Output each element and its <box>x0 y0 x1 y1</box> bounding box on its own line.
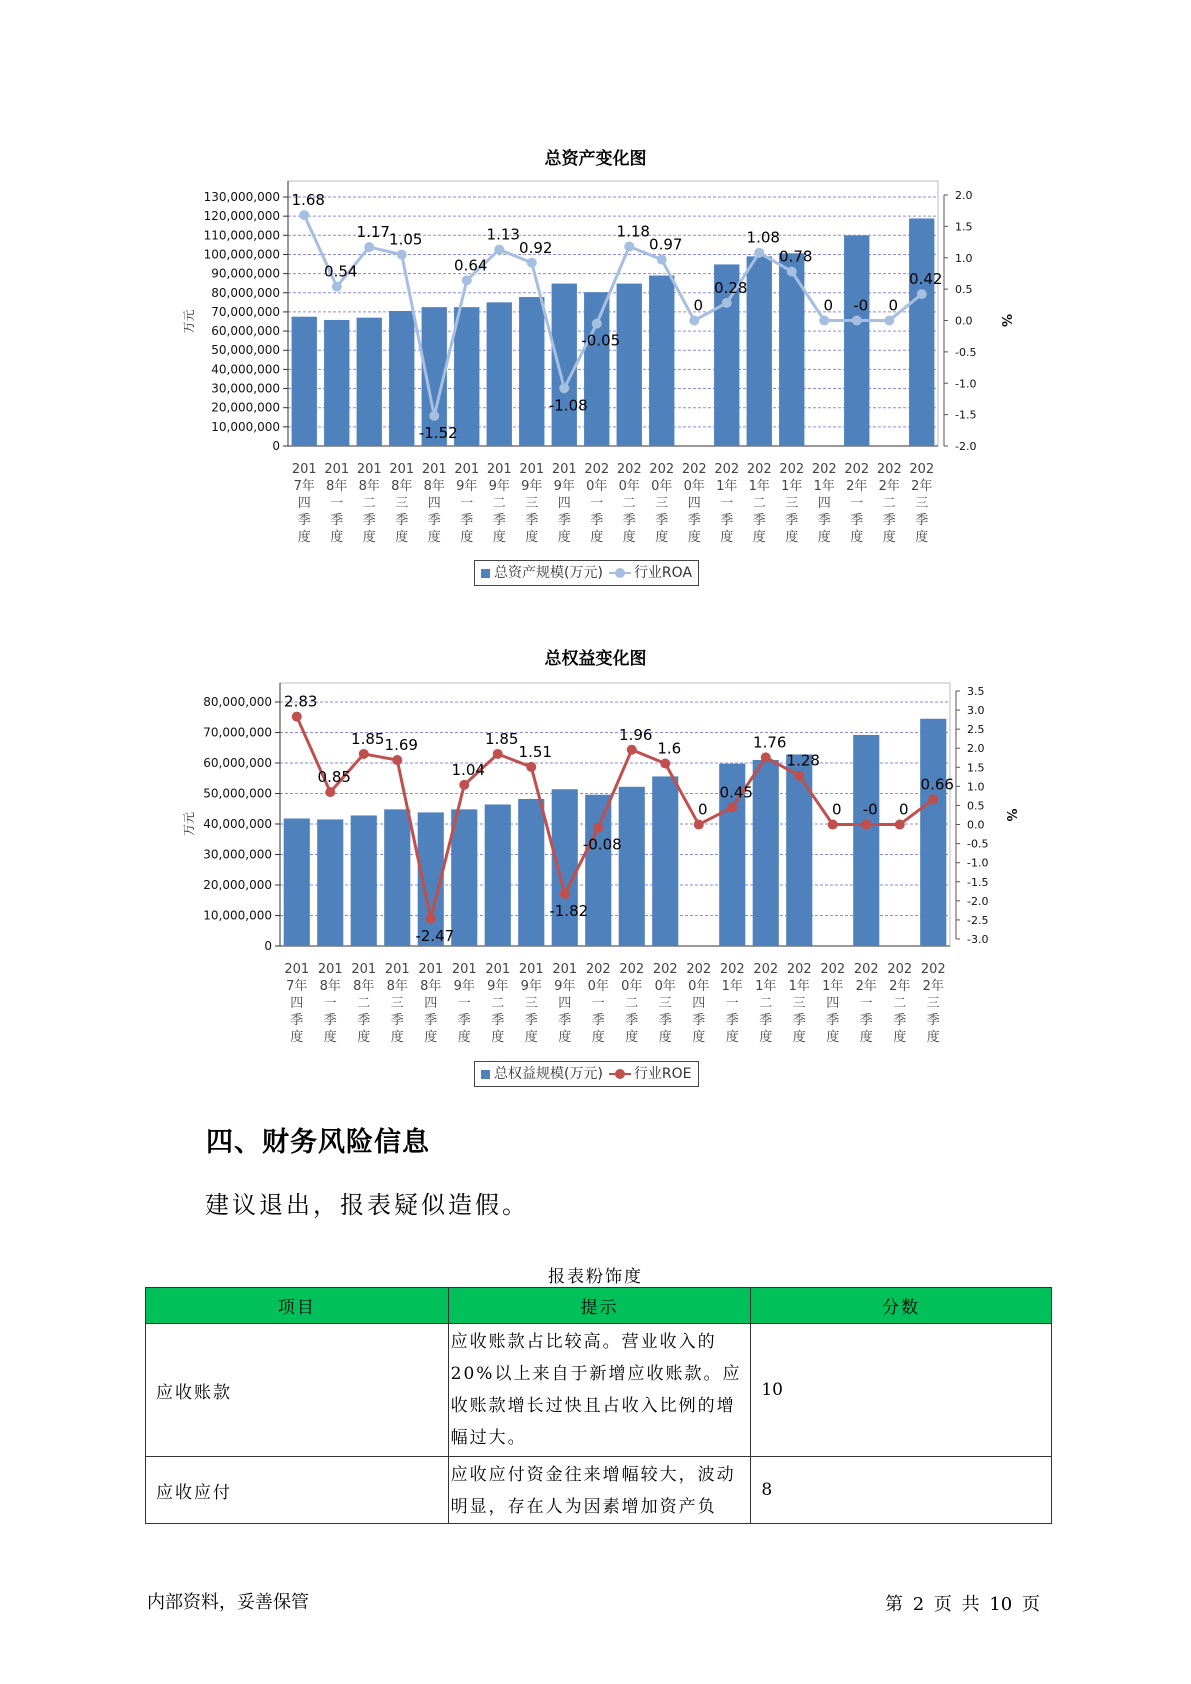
line-legend-swatch <box>609 1069 631 1079</box>
x-tick-label: 202 2年一季度 <box>844 462 870 545</box>
line-point <box>392 755 402 765</box>
data-label: -1.52 <box>418 423 458 442</box>
x-tick-label: 201 7年四季度 <box>291 462 317 545</box>
x-tick-label: 201 8年一季度 <box>324 462 350 545</box>
line-point <box>828 820 838 830</box>
line-point <box>493 749 503 759</box>
bar <box>284 819 310 946</box>
y-axis-label: 万元 <box>182 309 196 334</box>
line-point <box>462 275 472 285</box>
data-label: 1.6 <box>657 739 682 758</box>
chart2-legend <box>474 1061 699 1087</box>
y2-tick-label: -2.5 <box>967 913 989 927</box>
y-tick-label: 20,000,000 <box>203 878 272 892</box>
line-point <box>429 411 439 421</box>
bar <box>451 809 477 946</box>
bar <box>317 819 343 946</box>
line-point <box>727 802 737 812</box>
bar <box>920 719 946 946</box>
row-score: 8 <box>751 1457 1052 1524</box>
chart1-title: 总资产变化图 <box>544 149 647 169</box>
data-label: 1.51 <box>518 742 552 761</box>
y2-tick-label: 1.5 <box>967 761 985 775</box>
bar <box>384 809 410 946</box>
line-point <box>592 319 602 329</box>
chart1-legend <box>474 560 699 586</box>
y2-tick-label: -3.0 <box>967 933 989 946</box>
data-label: 0 <box>693 296 704 315</box>
y-tick-label: 0 <box>264 939 272 953</box>
x-tick-label: 202 0年二季度 <box>616 462 642 545</box>
bar <box>584 292 609 446</box>
x-tick-label: 201 8年三季度 <box>384 962 410 1045</box>
chart2-legend-line-label: 行业ROE <box>633 1066 692 1082</box>
data-label: 1.18 <box>616 222 650 241</box>
header-hint: 提示 <box>448 1288 751 1324</box>
x-tick-label: 202 0年三季度 <box>649 462 675 545</box>
line-point <box>660 758 670 768</box>
data-label: -0.08 <box>582 835 622 854</box>
y-tick-label: 70,000,000 <box>203 725 272 740</box>
line-point <box>494 245 504 255</box>
bar <box>853 735 879 946</box>
y2-tick-label: 0.0 <box>967 818 985 832</box>
y2-tick-label: 1.5 <box>955 220 973 234</box>
y2-tick-label: -2.0 <box>955 440 977 453</box>
x-tick-label: 201 9年一季度 <box>451 962 477 1045</box>
header-item: 项目 <box>146 1288 449 1324</box>
data-label: 1.17 <box>356 223 390 242</box>
line-point <box>426 914 436 924</box>
data-label: 1.76 <box>753 733 787 752</box>
x-tick-label: 201 9年二季度 <box>485 962 511 1045</box>
bar <box>485 804 511 946</box>
plot-frame <box>280 683 950 946</box>
line-point <box>593 823 603 833</box>
y2-tick-label: -0.5 <box>967 837 989 851</box>
y-tick-label: 60,000,000 <box>203 756 272 770</box>
y2-tick-label: 1.0 <box>955 251 973 265</box>
data-label: 1.85 <box>351 729 385 748</box>
bar <box>619 787 645 946</box>
x-tick-label: 202 1年二季度 <box>753 962 779 1045</box>
bar <box>389 311 414 446</box>
risk-table <box>145 1287 1052 1524</box>
data-label: 0.78 <box>779 247 813 266</box>
y2-axis-label: % <box>998 313 1013 328</box>
y2-tick-label: 1.0 <box>967 780 985 794</box>
bar <box>909 218 934 446</box>
y-tick-label: 80,000,000 <box>203 695 272 709</box>
data-label: 1.13 <box>486 225 520 244</box>
y2-tick-label: -1.0 <box>955 377 977 391</box>
footer-left: 内部资料，妥善保管 <box>147 1592 309 1613</box>
bar <box>487 302 512 446</box>
y-tick-label: 60,000,000 <box>211 324 280 339</box>
line-point <box>917 289 927 299</box>
y-tick-label: 10,000,000 <box>203 908 272 923</box>
data-label: 1.85 <box>485 729 519 748</box>
y2-tick-label: 0.5 <box>955 283 973 297</box>
x-tick-label: 201 8年四季度 <box>421 462 447 545</box>
x-tick-label: 201 9年一季度 <box>454 462 480 545</box>
bar <box>844 235 869 446</box>
y-tick-label: 0 <box>272 439 280 453</box>
x-tick-label: 201 9年四季度 <box>551 462 577 545</box>
data-label: 0 <box>823 296 834 315</box>
total-equity-chart <box>0 675 1191 1095</box>
line-point <box>292 712 302 722</box>
x-tick-label: 202 1年二季度 <box>746 462 772 545</box>
data-label: 0 <box>898 800 909 819</box>
line-point <box>559 383 569 393</box>
bar <box>649 276 674 446</box>
x-tick-label: 202 2年一季度 <box>853 962 879 1045</box>
y-tick-label: 100,000,000 <box>203 247 280 262</box>
y2-tick-label: -1.5 <box>955 408 977 422</box>
bar <box>652 776 678 946</box>
y2-tick-label: 2.0 <box>955 189 973 202</box>
line-point <box>325 787 335 797</box>
line-point <box>624 241 634 251</box>
data-label: 1.05 <box>389 230 423 249</box>
y2-tick-label: -1.0 <box>967 856 989 870</box>
y2-tick-label: -2.0 <box>967 894 989 908</box>
line-point <box>787 267 797 277</box>
x-tick-label: 202 1年四季度 <box>820 962 846 1045</box>
data-label: -2.47 <box>415 926 455 945</box>
y2-tick-label: 3.5 <box>967 685 985 698</box>
row-item: 应收应付 <box>146 1457 449 1524</box>
x-tick-label: 201 8年二季度 <box>351 962 377 1045</box>
chart1-legend-bar-label: 总资产规模(万元) <box>494 565 603 581</box>
bar <box>357 318 382 446</box>
x-tick-label: 202 0年一季度 <box>584 462 610 545</box>
x-tick-label: 201 9年四季度 <box>552 962 578 1045</box>
line-point <box>819 316 829 326</box>
line-point <box>459 780 469 790</box>
x-tick-label: 202 0年一季度 <box>585 962 611 1045</box>
x-tick-label: 202 0年三季度 <box>652 962 678 1045</box>
bar <box>617 284 642 446</box>
y-tick-label: 70,000,000 <box>211 304 280 319</box>
bar <box>292 317 317 446</box>
x-tick-label: 202 2年二季度 <box>887 962 913 1045</box>
y-tick-label: 30,000,000 <box>203 847 272 862</box>
y-tick-label: 10,000,000 <box>211 419 280 434</box>
line-point <box>884 316 894 326</box>
y-tick-label: 50,000,000 <box>203 786 272 801</box>
y-tick-label: 40,000,000 <box>203 817 272 831</box>
line-legend-swatch <box>609 568 631 578</box>
row-hint-text: 应收应付资金往来增幅较大，波动明显，存在人为因素增加资产负 <box>450 1465 736 1517</box>
y2-tick-label: 0.5 <box>967 799 985 813</box>
bar <box>519 297 544 446</box>
line-point <box>560 889 570 899</box>
section-heading: 四、财务风险信息 <box>206 1127 430 1158</box>
x-tick-label: 202 2年二季度 <box>876 462 902 545</box>
row-item: 应收账款 <box>146 1324 449 1457</box>
data-label: -0.05 <box>581 331 621 350</box>
table-caption: 报表粉饰度 <box>548 1267 643 1287</box>
bar <box>753 760 779 946</box>
data-label: 0.64 <box>454 256 488 275</box>
bar <box>552 789 578 946</box>
x-tick-label: 202 2年三季度 <box>920 962 946 1045</box>
y-tick-label: 110,000,000 <box>203 228 280 243</box>
x-tick-label: 202 1年三季度 <box>786 962 812 1045</box>
y2-axis-label: % <box>1003 808 1018 822</box>
bar-legend-swatch <box>481 569 490 578</box>
y-tick-label: 80,000,000 <box>211 285 280 300</box>
x-tick-label: 202 0年四季度 <box>686 962 712 1045</box>
data-label: 0.85 <box>317 768 351 787</box>
bar <box>786 754 812 946</box>
x-tick-label: 202 2年三季度 <box>909 462 935 545</box>
bar <box>585 795 611 946</box>
x-tick-label: 201 9年三季度 <box>519 462 545 545</box>
line-point <box>299 210 309 220</box>
line-point <box>694 820 704 830</box>
line-point <box>722 298 732 308</box>
data-label: 2.83 <box>284 692 318 711</box>
data-label: 1.08 <box>746 228 780 247</box>
x-tick-label: 201 8年二季度 <box>356 462 382 545</box>
y-tick-label: 90,000,000 <box>211 266 280 281</box>
table-row <box>146 1457 1052 1524</box>
data-label: -0 <box>853 296 869 315</box>
bar <box>454 307 479 446</box>
data-label: 1.68 <box>291 191 325 210</box>
data-label: 0 <box>697 800 708 819</box>
y2-tick-label: 3.0 <box>967 704 985 718</box>
y-axis-label: 万元 <box>182 811 196 837</box>
line-point <box>364 242 374 252</box>
x-tick-label: 201 9年三季度 <box>518 962 544 1045</box>
data-label: 0.28 <box>714 278 748 297</box>
y2-tick-label: 0.0 <box>955 314 973 328</box>
row-score: 10 <box>751 1324 1052 1457</box>
y-tick-label: 50,000,000 <box>211 343 280 358</box>
data-label: 0.45 <box>719 783 753 802</box>
x-tick-label: 201 9年二季度 <box>486 462 512 545</box>
y-tick-label: 120,000,000 <box>203 209 280 224</box>
y2-tick-label: 2.5 <box>967 723 985 737</box>
chart1-legend-line-label: 行业ROA <box>633 565 693 581</box>
line-point <box>761 752 771 762</box>
x-tick-label: 201 8年四季度 <box>418 962 444 1045</box>
x-tick-label: 202 1年一季度 <box>714 462 740 545</box>
bar <box>324 320 349 446</box>
x-tick-label: 202 0年四季度 <box>681 462 707 545</box>
chart2-legend-bar-label: 总权益规模(万元) <box>494 1066 603 1082</box>
line-point <box>527 258 537 268</box>
data-label: 0.42 <box>909 270 943 289</box>
line-point <box>332 282 342 292</box>
y2-tick-label: 2.0 <box>967 742 985 756</box>
line-point <box>627 745 637 755</box>
x-tick-label: 202 1年三季度 <box>779 462 805 545</box>
y2-tick-label: -1.5 <box>967 875 989 889</box>
data-label: 0.92 <box>519 238 553 257</box>
data-label: -1.82 <box>549 901 589 920</box>
table-row <box>146 1324 1052 1457</box>
x-tick-label: 201 8年三季度 <box>389 462 415 545</box>
line-point <box>754 248 764 258</box>
line-point <box>928 794 938 804</box>
plot-frame <box>288 181 938 446</box>
data-label: 1.28 <box>786 751 820 770</box>
data-label: 0 <box>831 800 842 819</box>
y-tick-label: 30,000,000 <box>211 381 280 396</box>
data-label: 1.04 <box>451 760 485 779</box>
y-tick-label: 40,000,000 <box>211 362 280 377</box>
footer-page-number: 第 2 页 共 10 页 <box>885 1594 1040 1615</box>
y-tick-label: 130,000,000 <box>203 190 280 204</box>
x-tick-label: 202 1年四季度 <box>811 462 837 545</box>
row-hint <box>448 1457 751 1524</box>
line-point <box>861 820 871 830</box>
header-score: 分数 <box>751 1288 1052 1324</box>
x-tick-label: 201 8年一季度 <box>317 962 343 1045</box>
y2-tick-label: -0.5 <box>955 345 977 359</box>
bar-legend-swatch <box>481 1070 490 1079</box>
line-point <box>526 762 536 772</box>
row-hint: 应收账款占比较高。营业收入的20%以上来自于新增应收账款。应收账款增长过快且占收入比例的增幅过大。 <box>448 1324 751 1457</box>
data-label: 0 <box>888 296 899 315</box>
bar <box>552 284 577 446</box>
total-assets-chart <box>0 175 1191 595</box>
x-tick-label: 202 1年一季度 <box>719 962 745 1045</box>
line-point <box>359 749 369 759</box>
line-point <box>689 316 699 326</box>
data-label: 1.96 <box>619 725 653 744</box>
data-label: 0.54 <box>324 262 358 281</box>
data-label: -1.08 <box>548 396 588 415</box>
line-point <box>657 255 667 265</box>
bar <box>518 799 544 946</box>
line-point <box>852 316 862 326</box>
chart2-title: 总权益变化图 <box>544 649 647 669</box>
bar <box>351 815 377 946</box>
x-tick-label: 201 7年四季度 <box>284 962 310 1045</box>
line-point <box>397 250 407 260</box>
data-label: -0 <box>862 800 878 819</box>
line-point <box>895 820 905 830</box>
advice-text: 建议退出，报表疑似造假。 <box>205 1191 529 1219</box>
bar <box>747 256 772 446</box>
x-tick-label: 202 0年二季度 <box>619 962 645 1045</box>
line-point <box>794 771 804 781</box>
y-tick-label: 20,000,000 <box>211 400 280 415</box>
data-label: 0.97 <box>649 235 683 254</box>
table-header-row <box>146 1288 1052 1324</box>
data-label: 1.69 <box>384 736 418 755</box>
data-label: 0.66 <box>920 775 954 794</box>
